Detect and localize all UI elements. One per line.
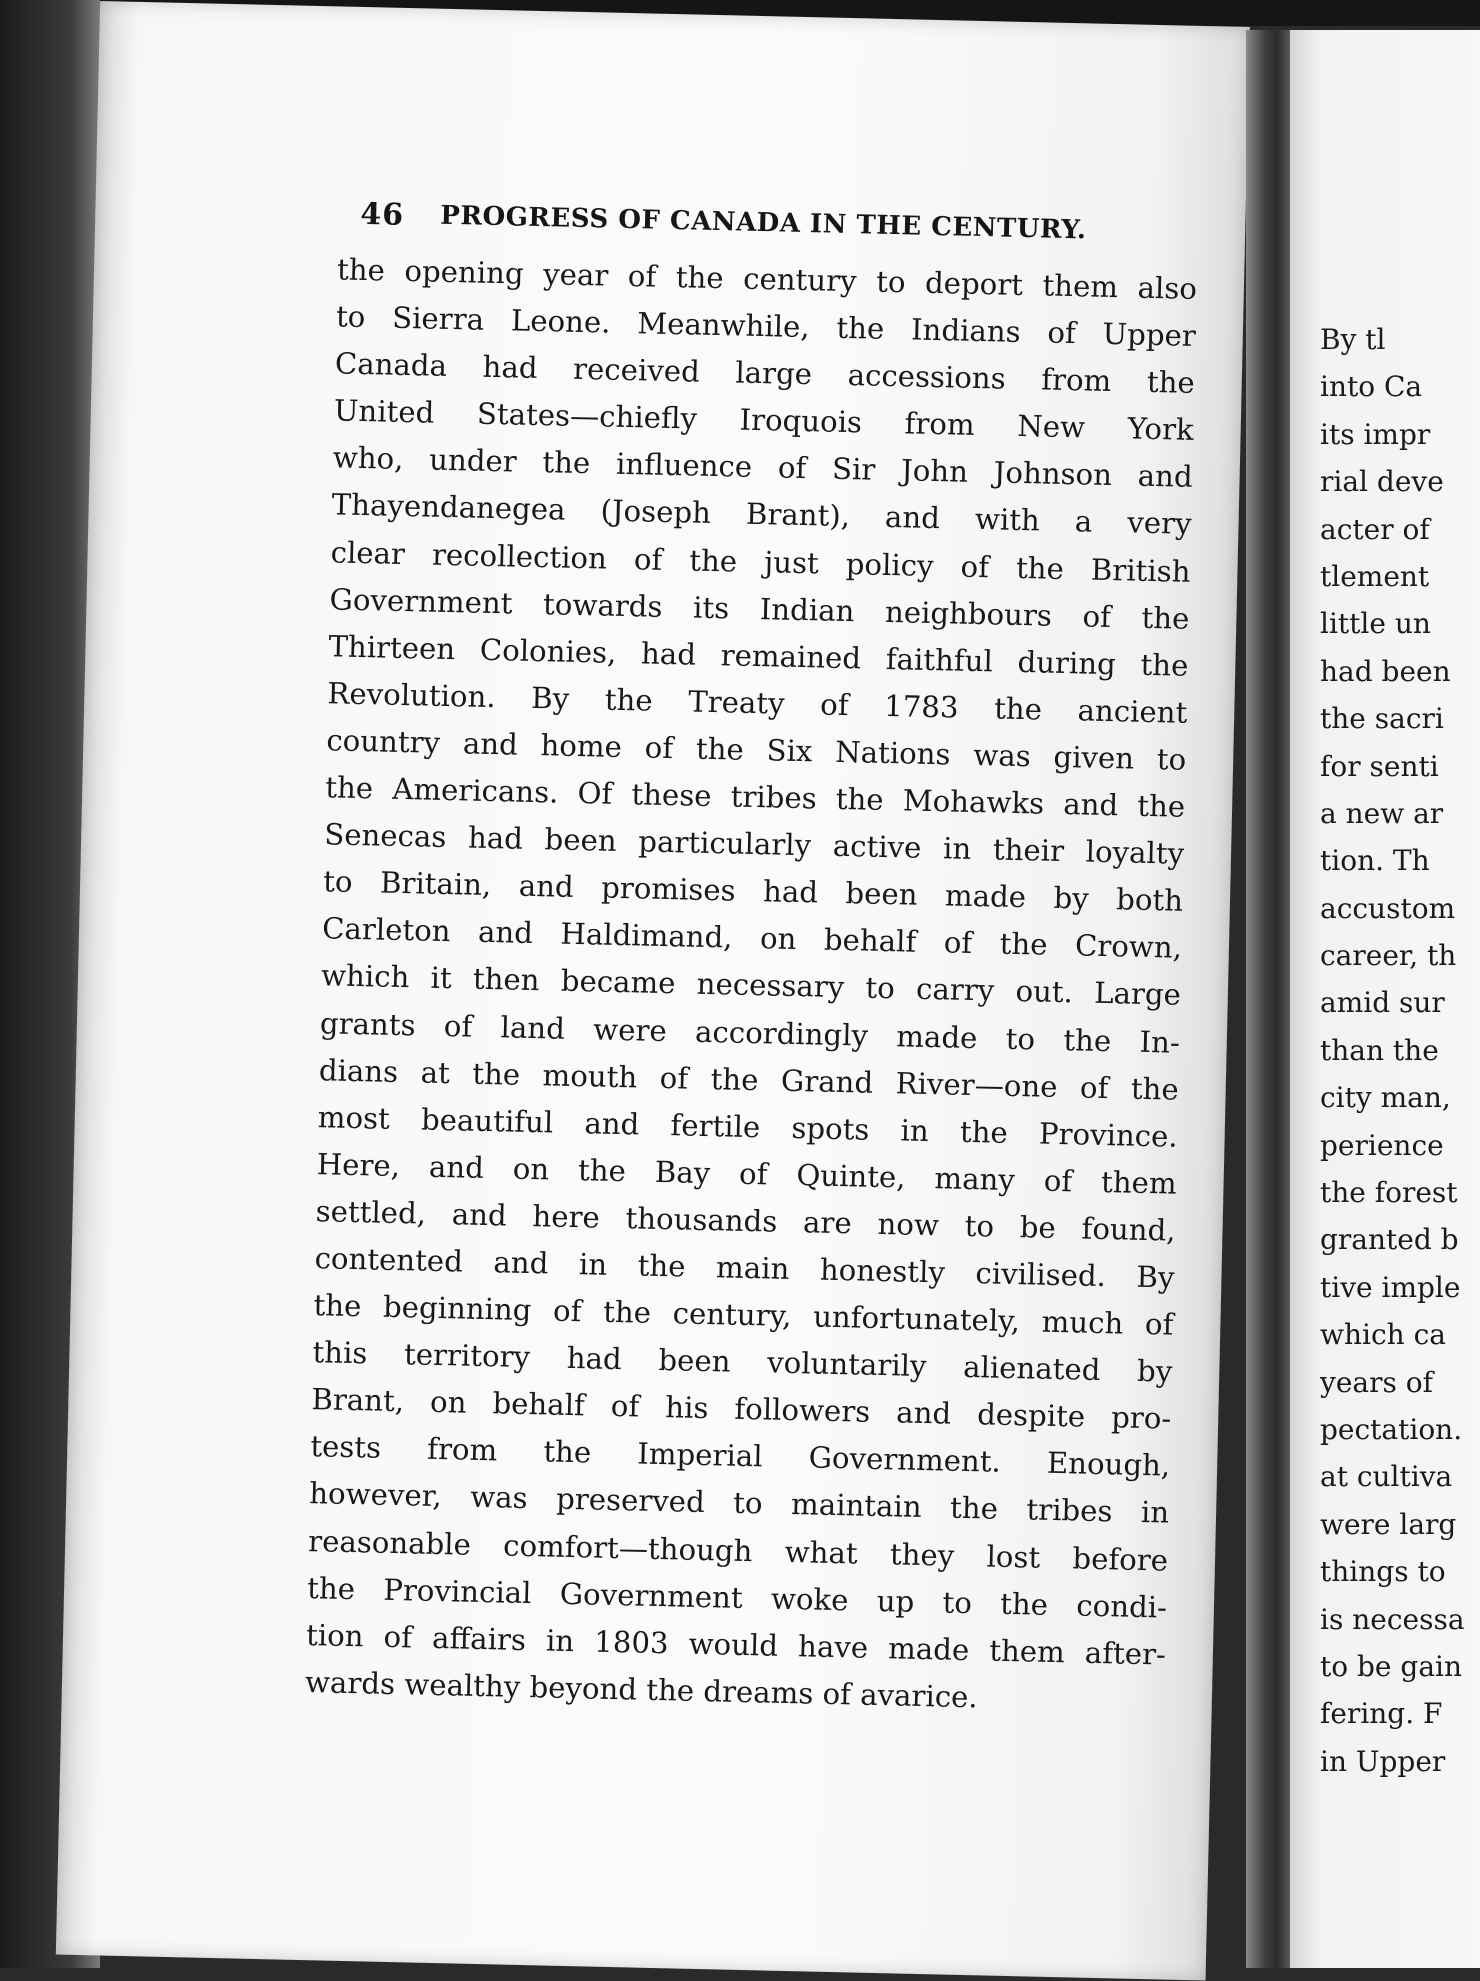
text-line: amid sur xyxy=(1320,986,1445,1020)
text-line: were larg xyxy=(1320,1507,1457,1541)
text-line: career, th xyxy=(1320,939,1457,973)
text-line: Brant, on behalf of his followers and despite pro- xyxy=(311,1382,1172,1436)
text-line: to Sierra Leone. Meanwhile, the Indians of Upper xyxy=(335,299,1197,353)
text-line: this territory had been voluntarily alienated by xyxy=(312,1335,1173,1389)
text-line: things to xyxy=(1320,1555,1446,1589)
text-line: to Britain, and promises had been made by both xyxy=(322,864,1184,918)
text-line: acter of xyxy=(1320,512,1430,546)
text-line: grants of land were accordingly made to the In- xyxy=(319,1005,1181,1060)
text-line: the forest xyxy=(1320,1176,1458,1210)
page-number: 46 xyxy=(359,196,405,233)
text-line: years of xyxy=(1320,1365,1433,1399)
text-line: the Americans. Of these tribes the Mohawks and the xyxy=(324,770,1186,824)
text-line: city man, xyxy=(1320,1081,1451,1115)
text-line: Canada had received large accessions from the xyxy=(334,346,1196,401)
text-line: little un xyxy=(1320,607,1431,641)
text-line: who, under the influence of Sir John Johnson and xyxy=(332,440,1194,495)
text-line: contented and in the main honestly civilised. By xyxy=(314,1241,1175,1295)
text-line: rial deve xyxy=(1320,465,1444,499)
text-line: Government towards its Indian neighbours of the xyxy=(329,581,1190,636)
text-line: granted b xyxy=(1320,1223,1459,1257)
text-line: at cultiva xyxy=(1320,1460,1453,1494)
text-line: than the xyxy=(1320,1033,1439,1067)
text-line: is necessa xyxy=(1320,1602,1465,1636)
text-line: Revolution. By the Treaty of 1783 the ancient xyxy=(327,676,1188,730)
text-line: fering. F xyxy=(1320,1697,1443,1731)
text-line: United States—chiefly Iroquois from New York xyxy=(333,393,1195,448)
text-line: tests from the Imperial Government. Enough, xyxy=(310,1429,1171,1483)
running-head: PROGRESS OF CANADA IN THE CENTURY. xyxy=(440,200,1087,246)
book-gutter xyxy=(1246,30,1290,1968)
text-line: which it then became necessary to carry out. Large xyxy=(320,958,1182,1013)
text-line: By tl xyxy=(1320,323,1386,356)
text-line: settled, and here thousands are now to be found, xyxy=(315,1194,1176,1248)
text-line: country and home of the Six Nations was given to xyxy=(326,723,1187,777)
text-line: perience xyxy=(1320,1128,1444,1162)
text-line: Senecas had been particularly active in their loyalty xyxy=(323,817,1185,871)
text-line: the opening year of the century to deport them also xyxy=(336,252,1198,306)
right-page-text xyxy=(1320,316,1480,1785)
text-line: reasonable comfort—though what they lost before xyxy=(307,1523,1169,1578)
text-line: accustom xyxy=(1320,891,1456,925)
text-line: dians at the mouth of the Grand River—one of the xyxy=(318,1052,1180,1107)
text-line: however, was preserved to maintain the tribes in xyxy=(308,1476,1170,1531)
text-line: to be gain xyxy=(1320,1649,1463,1683)
text-line: the Provincial Government woke up to the condi- xyxy=(306,1570,1168,1625)
text-line: Here, and on the Bay of Quinte, many of them xyxy=(316,1146,1177,1201)
text-line: tion. Th xyxy=(1320,844,1430,878)
text-line: the sacri xyxy=(1320,702,1444,736)
text-line: clear recollection of the just policy of the British xyxy=(330,534,1191,589)
text-line: pectation. xyxy=(1320,1412,1463,1446)
text-line: into Ca xyxy=(1320,370,1423,404)
text-line: had been xyxy=(1320,654,1451,688)
left-page xyxy=(56,1,1250,1981)
text-line: which ca xyxy=(1320,1318,1446,1352)
text-line: a new ar xyxy=(1320,796,1444,830)
text-line: Carleton and Haldimand, on behalf of the Crown, xyxy=(321,911,1183,966)
text-line: for senti xyxy=(1320,749,1439,783)
body-text xyxy=(305,246,1198,1725)
text-line: tion of affairs in 1803 would have made them after- xyxy=(305,1617,1167,1672)
text-line: its impr xyxy=(1320,417,1431,451)
text-line: tlement xyxy=(1320,559,1430,593)
text-line: most beautiful and fertile spots in the Province. xyxy=(317,1099,1179,1154)
text-line: tive imple xyxy=(1320,1270,1461,1304)
text-line: in Upper xyxy=(1320,1744,1446,1778)
text-line: the beginning of the century, unfortunately, much of xyxy=(313,1288,1174,1342)
text-line: wards wealthy beyond the dreams of avarice. xyxy=(304,1664,979,1715)
text-line: Thayendanegea (Joseph Brant), and with a very xyxy=(331,487,1192,542)
text-line: Thirteen Colonies, had remained faithful during the xyxy=(328,629,1189,683)
